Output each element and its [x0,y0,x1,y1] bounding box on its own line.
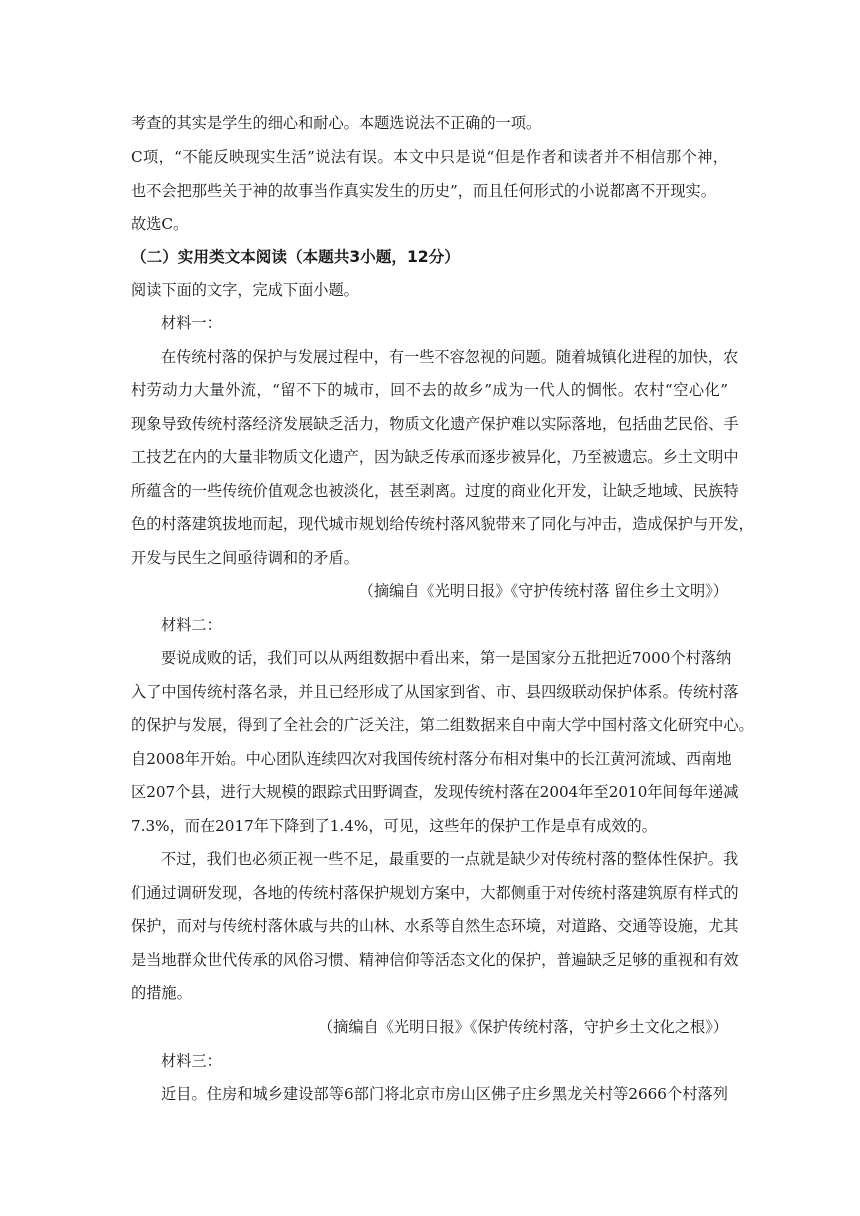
material-1-label: 材料一： [161,314,222,332]
material-1-line: 村劳动力大量外流，“留不下的城市，回不去的故乡”成为一代人的惆怅。农村“空心化” [131,381,728,399]
answer-line-2: C项，“不能反映现实生活”说法有误。本文中只是说“但是作者和读者并不相信那个神， [131,148,728,166]
section-heading: （二）实用类文本阅读（本题共3小题，12分） [131,248,460,266]
material-2-line: 的措施。 [131,984,192,1002]
material-3-line: 近目。住房和城乡建设部等6部门将北京市房山区佛子庄乡黑龙关村等2666个村落列 [161,1085,728,1103]
material-1-line: 现象导致传统村落经济发展缺乏活力，物质文化遗产保护难以实际落地，包括曲艺民俗、手 [131,415,739,433]
answer-line-4: 故选C。 [131,215,189,233]
material-2-line: 保护，而对与传统村落休戚与共的山林、水系等自然生态环境，对道路、交通等设施，尤其 [131,917,739,935]
material-2-line: 的保护与发展，得到了全社会的广泛关注，第二组数据来自中南大学中国村落文化研究中心。 [131,716,754,734]
material-2-line: 要说成败的话，我们可以从两组数据中看出来，第一是国家分五批把近7000个村落纳 [161,649,732,667]
material-2-line: 7.3%，而在2017年下降到了1.4%，可见，这些年的保护工作是卓有成效的。 [131,817,657,835]
material-2-line: 是当地群众世代传承的风俗习惯、精神信仰等活态文化的保护，普遍缺乏足够的重视和有效 [131,951,739,969]
material-2-line: 自2008年开始。中心团队连续四次对我国传统村落分布相对集中的长江黄河流域、西南地 [131,750,732,768]
material-1-source: （摘编自《光明日报》《守护传统村落 留住乡土文明》） [358,582,728,600]
material-3-label: 材料三： [161,1052,222,1070]
material-2-line: 不过，我们也必须正视一些不足，最重要的一点就是缺少对传统村落的整体性保护。我 [161,850,739,868]
material-1-line: 所蕴含的一些传统价值观念也被淡化，甚至剥离。过度的商业化开发，让缺乏地域、民族特 [131,482,739,500]
answer-line-1: 考查的其实是学生的细心和耐心。本题选说法不正确的一项。 [131,114,542,132]
answer-line-3: 也不会把那些关于神的故事当作真实发生的历史”，而且任何形式的小说都离不开现实。 [131,182,716,200]
material-1-line: 在传统村落的保护与发展过程中，有一些不容忽视的问题。随着城镇化进程的加快，农 [161,348,739,366]
material-1-line: 色的村落建筑拔地而起，现代城市规划给传统村落风貌带来了同化与冲击，造成保护与开发， [131,515,754,533]
material-2-label: 材料二： [161,616,222,634]
material-2-line: 们通过调研发现，各地的传统村落保护规划方案中，大都侧重于对传统村落建筑原有样式的 [131,884,739,902]
section-instruction: 阅读下面的文字，完成下面小题。 [131,281,359,299]
material-2-line: 区207个县，进行大规模的跟踪式田野调查，发现传统村落在2004年至2010年间每年递减 [131,783,739,801]
material-2-source: （摘编自《光明日报》《保护传统村落，守护乡土文化之根》） [317,1018,728,1036]
material-1-line: 工技艺在内的大量非物质文化遗产，因为缺乏传承而逐步被异化，乃至被遗忘。乡土文明中 [131,448,739,466]
material-2-line: 入了中国传统村落名录，并且已经形成了从国家到省、市、县四级联动保护体系。传统村落 [131,683,739,701]
material-1-line: 开发与民生之间亟待调和的矛盾。 [131,549,359,567]
